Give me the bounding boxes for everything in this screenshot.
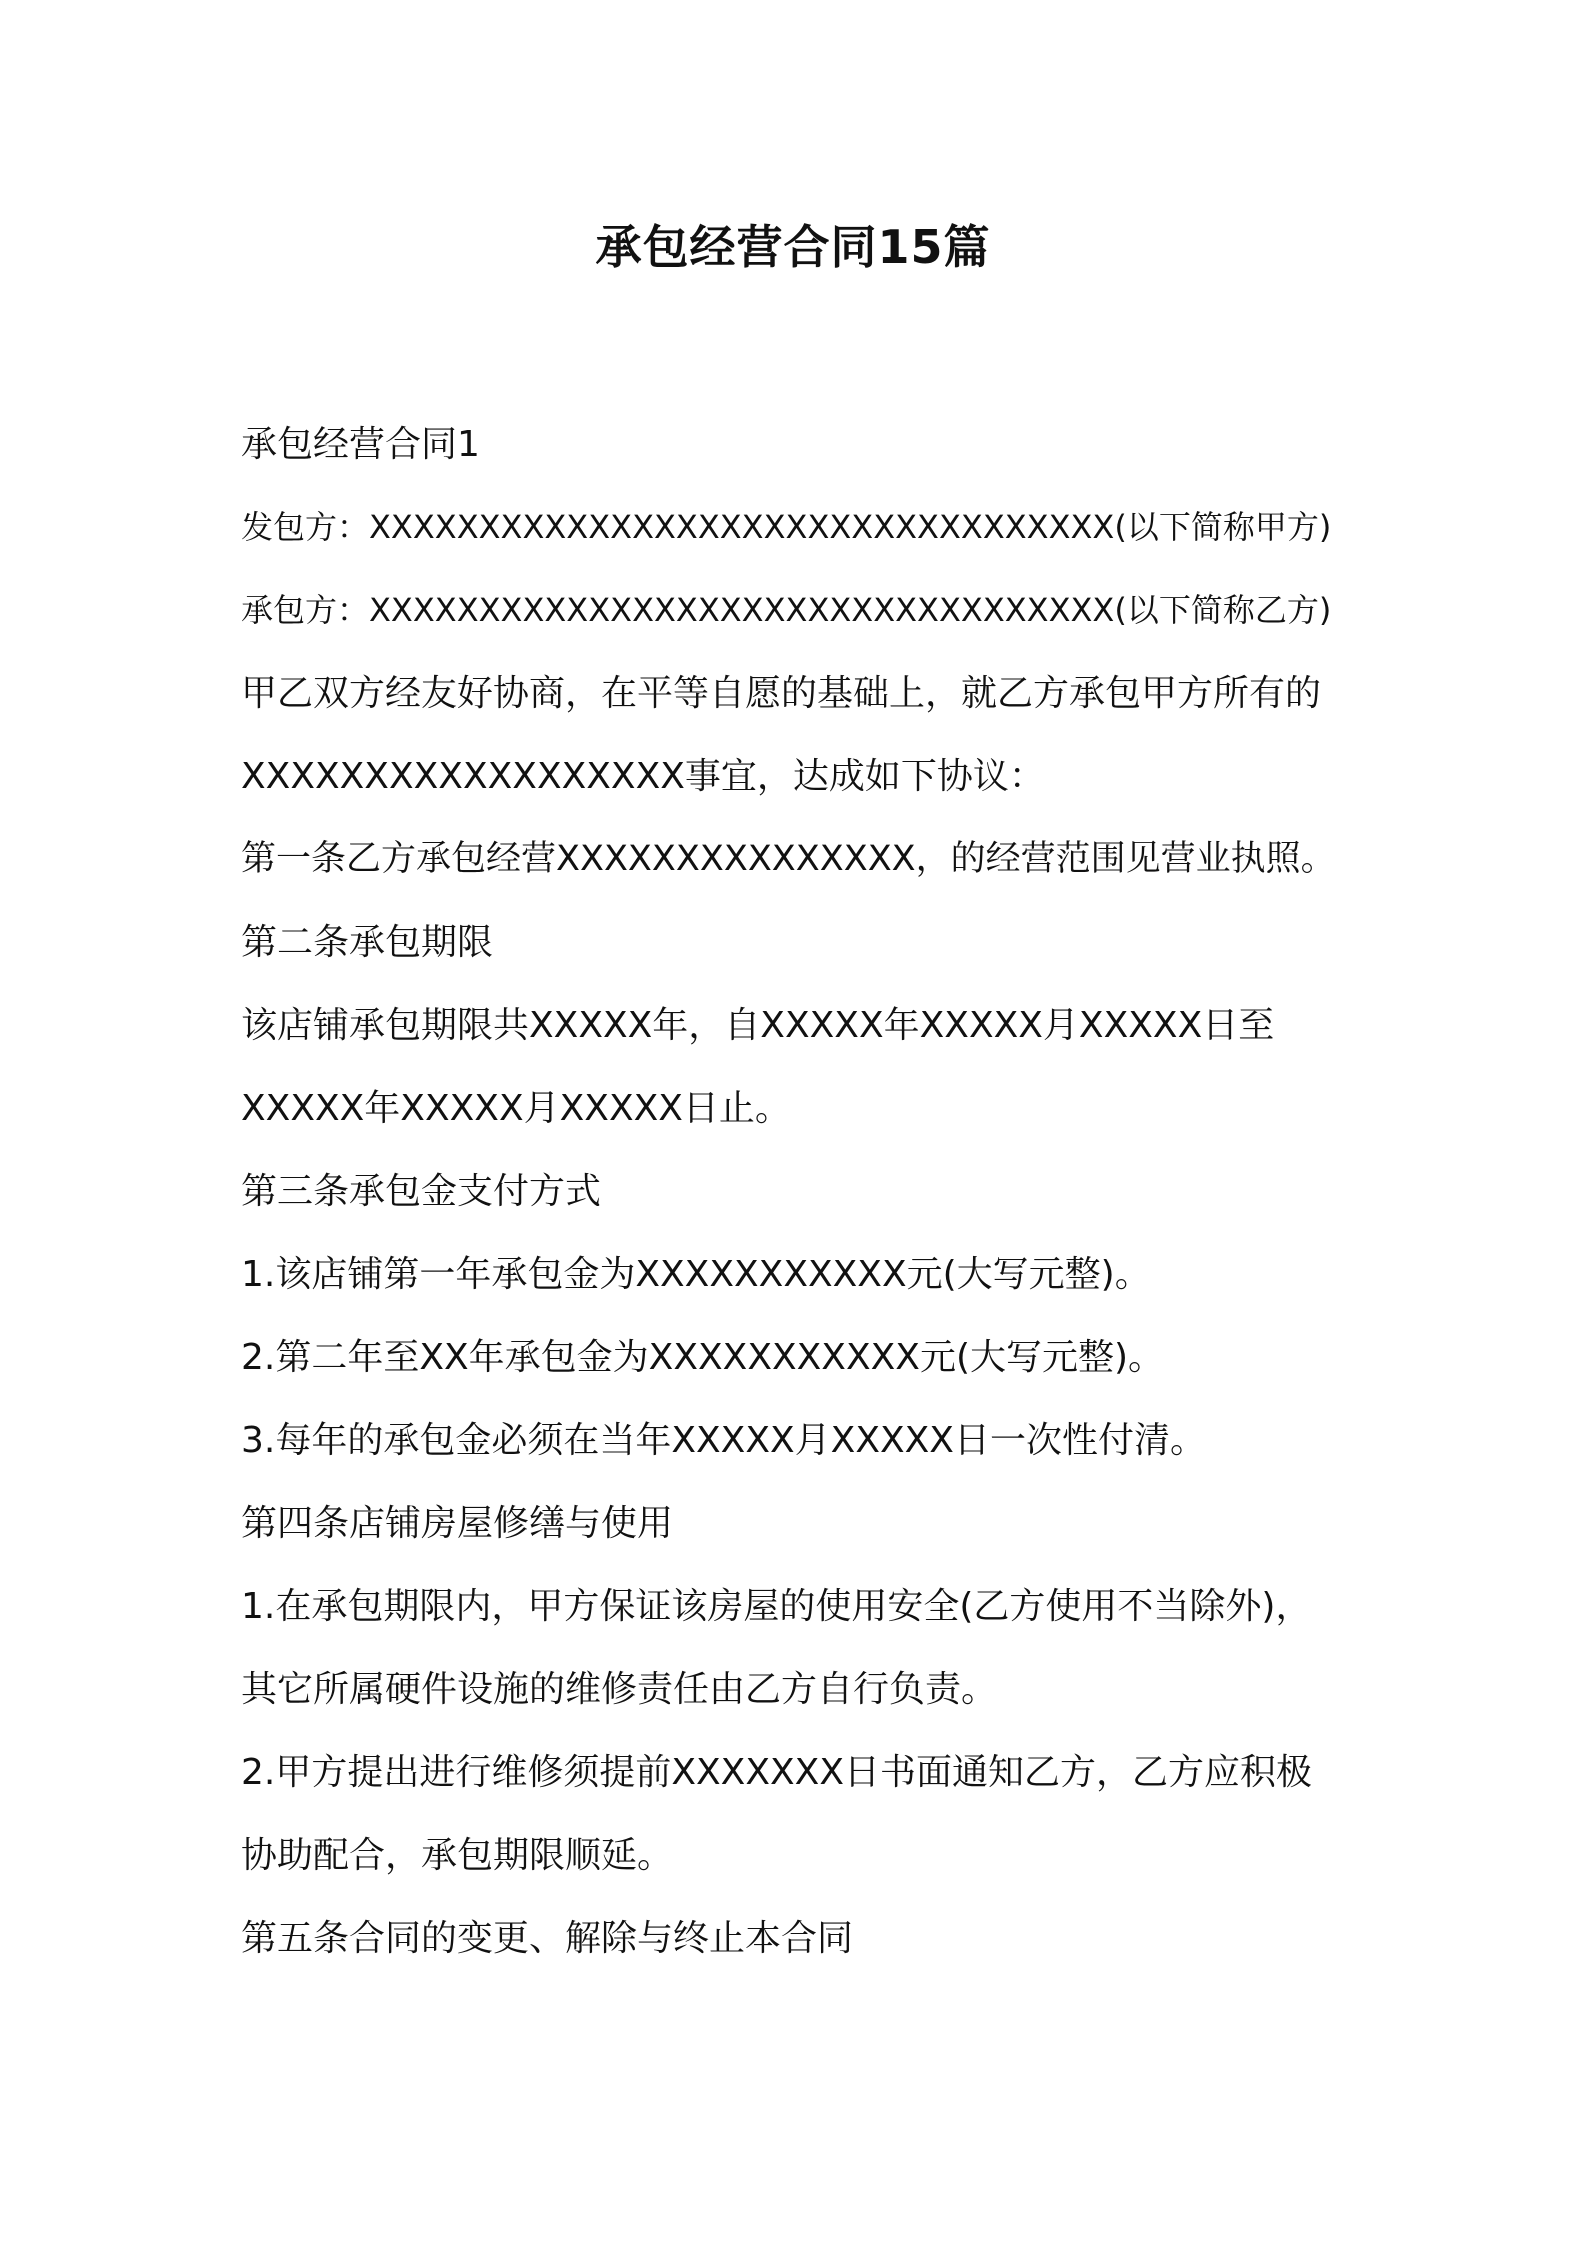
document-body <box>241 403 1361 1980</box>
article-4-item-1-line-1: 1.在承包期限内，甲方保证该房屋的使用安全(乙方使用不当除外)， <box>241 1586 1312 1627</box>
article-4-heading: 第四条店铺房屋修缮与使用 <box>241 1503 674 1544</box>
article-2-text-1: 该店铺承包期限共XXXXX年，自XXXXX年XXXXX月XXXXX日至 <box>241 1005 1275 1046</box>
article-4-item-1-line-2: 其它所属硬件设施的维修责任由乙方自行负责。 <box>241 1669 998 1710</box>
article-2-heading: 第二条承包期限 <box>241 922 494 963</box>
article-3-item-3: 3.每年的承包金必须在当年XXXXX月XXXXX日一次性付清。 <box>241 1420 1206 1461</box>
article-2-text-2: XXXXX年XXXXX月XXXXX日止。 <box>241 1088 791 1129</box>
article-3-item-1: 1.该店铺第一年承包金为XXXXXXXXXXX元(大写元整)。 <box>241 1254 1151 1295</box>
party-b-line: 承包方：XXXXXXXXXXXXXXXXXXXXXXXXXXXXXXXXXX(以下简称乙方) <box>241 591 1332 629</box>
article-5-heading: 第五条合同的变更、解除与终止本合同 <box>241 1918 854 1959</box>
article-3-heading: 第三条承包金支付方式 <box>241 1171 602 1212</box>
article-4-item-2-line-2: 协助配合，承包期限顺延。 <box>241 1835 674 1876</box>
party-a-line: 发包方：XXXXXXXXXXXXXXXXXXXXXXXXXXXXXXXXXX(以下简称甲方) <box>241 508 1332 546</box>
article-4-item-2-line-1: 2.甲方提出进行维修须提前XXXXXXX日书面通知乙方，乙方应积极 <box>241 1752 1312 1793</box>
document-title: 承包经营合同15篇 <box>595 220 991 274</box>
contract-heading: 承包经营合同1 <box>241 424 480 465</box>
article-3-item-2: 2.第二年至XX年承包金为XXXXXXXXXXX元(大写元整)。 <box>241 1337 1165 1378</box>
preamble-line-2: XXXXXXXXXXXXXXXXXX事宜，达成如下协议： <box>241 756 1045 797</box>
article-1-text: 第一条乙方承包经营XXXXXXXXXXXXXXX，的经营范围见营业执照。 <box>241 839 1336 879</box>
preamble-line-1: 甲乙双方经友好协商，在平等自愿的基础上，就乙方承包甲方所有的 <box>241 673 1322 714</box>
